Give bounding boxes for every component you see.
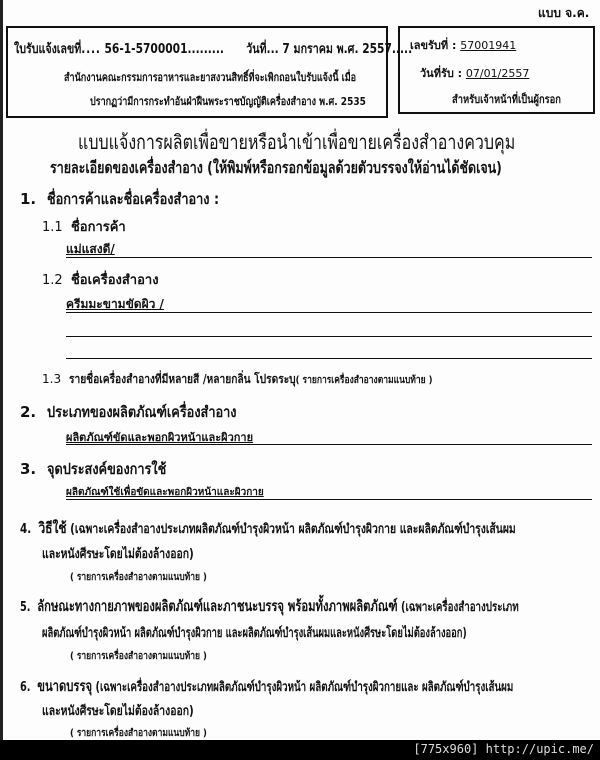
form-code: แบบ จ.ค. <box>538 6 590 20</box>
purpose-value: ผลิตภัณฑ์ใช้เพื่อขัดและพอกผิวหน้าและผิวกาย <box>66 487 264 498</box>
scan-border <box>0 0 3 740</box>
trade-name-line <box>66 257 592 258</box>
section-5-heading: 5. ลักษณะทางกายภาพของผลิตภัณฑ์และภาชนะบรรจุ พร้อมทั้งภาพผลิตภัณฑ์ (เฉพาะเครื่องสำอางประเภท <box>20 597 519 615</box>
received-date-label: วันที่รับ : <box>420 67 463 80</box>
section-4-heading: 4. วิธีใช้ (เฉพาะเครื่องสำอางประเภทผลิตภัณฑ์บำรุงผิวหน้า ผลิตภัณฑ์บำรุงผิวกาย และผลิตภัณฑ์บำรุงเส้นผม <box>20 519 516 537</box>
official-caption: สำหรับเจ้าหน้าที่เป็นผู้กรอก <box>452 93 561 106</box>
section-5-note: ( รายการเครื่องสำอางตามแนบท้าย ) <box>70 651 207 662</box>
date-label: วันที่ <box>246 42 267 57</box>
blank-line <box>66 336 592 337</box>
section-3-heading: 3. จุดประสงค์ของการใช้ <box>20 460 166 478</box>
ref-value: 57001941 <box>460 39 517 52</box>
image-host-footer <box>0 740 600 760</box>
notice-line-2: ปรากฏว่ามีการกระทำอันฝ่าฝืนพระราชบัญญัติเครื่องสำอาง พ.ศ. 2535 <box>90 95 366 108</box>
received-date-value: 07/01/2557 <box>465 67 530 80</box>
official-use-box <box>398 26 595 114</box>
section-6-heading: 6. ขนาดบรรจุ (เฉพาะเครื่องสำอางประเภทผลิตภัณฑ์บำรุงผิวหน้า ผลิตภัณฑ์บำรุงผิวกายและ ผลิตภัณฑ์บำรุงเส้นผม <box>20 677 514 695</box>
section-6-detail: และหนังศีรษะโดยไม่ต้องล้างออก) <box>42 704 194 719</box>
purpose-line <box>66 499 592 500</box>
receipt-box: ใบรับแจ้งเลขที่.... 56-1-5700001......... วันที่... 7 มกราคม พ.ศ. 2557..... สำนักงานคณะกรรมการอาหารและยาสงวนสิทธิ์ที่จะเพิกถอนใบรับแจ้งนี้ เมื่อ ปรากฏว่ามีการกระทำอันฝ่าฝืนพระราชบัญญัติเครื่องสำอาง พ.ศ. 2535 <box>6 26 388 118</box>
ref-label: เลขรับที่ : <box>410 39 457 52</box>
section-1-2-label: 1.2 ชื่อเครื่องสำอาง <box>42 273 159 288</box>
trade-name-value: แม่แสงดี/ <box>66 242 115 256</box>
product-type-line <box>66 444 592 445</box>
section-1-1-label: 1.1 ชื่อการค้า <box>42 220 126 235</box>
date-value: 7 มกราคม พ.ศ. 2557 <box>282 42 392 57</box>
section-6-note: ( รายการเครื่องสำอางตามแนบท้าย ) <box>70 728 207 739</box>
section-1-3-label: 1.3 รายชื่อเครื่องสำอางที่มีหลายสี /หลายกลิ่น โปรดระบุ( รายการเครื่องสำอางตามแนบท้าย ) <box>42 372 433 386</box>
form-title: แบบแจ้งการผลิตเพื่อขายหรือนำเข้าเพื่อขายเครื่องสำอางควบคุม <box>78 130 516 154</box>
watermark-text: [775x960] http://upic.me/ <box>413 742 594 756</box>
receipt-label: ใบรับแจ้งเลขที่ <box>14 42 82 57</box>
section-1-heading: 1. ชื่อการค้าและชื่อเครื่องสำอาง : <box>20 190 219 208</box>
blank-line <box>66 358 592 359</box>
section-4-detail: และหนังศีรษะโดยไม่ต้องล้างออก) <box>42 547 194 562</box>
product-type-value: ผลิตภัณฑ์ขัดและพอกผิวหน้าและผิวกาย <box>66 431 254 444</box>
cosmetic-name-line <box>66 312 592 313</box>
section-2-heading: 2. ประเภทของผลิตภัณฑ์เครื่องสำอาง <box>20 403 237 421</box>
cosmetic-name-value: ครีมมะขามขัดผิว / <box>66 297 164 311</box>
notice-line-1: สำนักงานคณะกรรมการอาหารและยาสงวนสิทธิ์ที่จะเพิกถอนใบรับแจ้งนี้ เมื่อ <box>64 71 357 84</box>
form-subtitle: รายละเอียดของเครื่องสำอาง (ให้พิมพ์หรือกรอกข้อมูลด้วยตัวบรรจงให้อ่านได้ชัดเจน) <box>50 158 502 177</box>
section-5-detail: ผลิตภัณฑ์บำรุงผิวหน้า ผลิตภัณฑ์บำรุงผิวกาย และผลิตภัณฑ์บำรุงเส้นผมและหนังศีรษะโดยไม่ต้องล้างออก) <box>42 626 467 641</box>
section-4-note: ( รายการเครื่องสำอางตามแนบท้าย ) <box>70 572 207 583</box>
receipt-number: 56-1-5700001 <box>104 42 188 57</box>
